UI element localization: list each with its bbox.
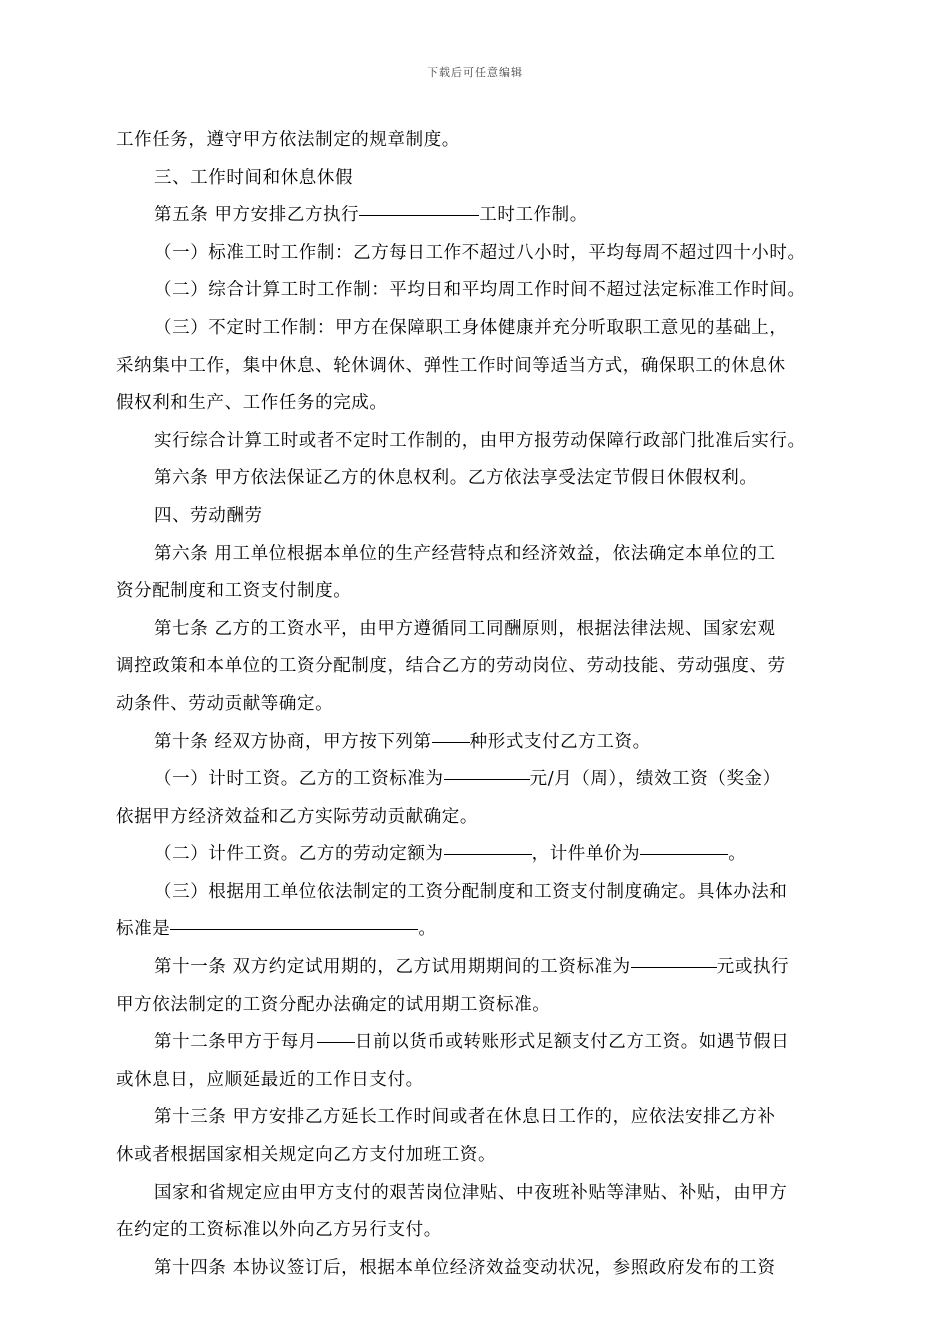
text-segment: 。 [728, 844, 747, 865]
text-line: 假权利和生产、工作任务的完成。 [116, 393, 388, 414]
text-line: （一）标准工时工作制：乙方每日工作不超过八小时，平均每周不超过四十小时。 [154, 242, 806, 263]
text-line: 休或者根据国家相关规定向乙方支付加班工资。 [116, 1145, 497, 1166]
section-heading-remuneration: 四、劳动酬劳 [154, 505, 263, 526]
text-segment: 第十条 经双方协商，甲方按下列第 [154, 731, 432, 752]
text-segment: 元或执行 [716, 957, 790, 978]
text-segment: 第五条 甲方安排乙方执行 [154, 205, 360, 226]
text-line: 甲方依法制定的工资分配办法确定的试用期工资标准。 [116, 994, 551, 1015]
text-segment: ，计件单价为 [531, 844, 641, 865]
fill-blank [444, 761, 530, 780]
text-segment: 日前以货币或转账形式足额支付乙方工资。如遇节假日 [354, 1032, 790, 1053]
document-body [116, 122, 836, 1287]
page-header: 下载后可任意编辑 [427, 66, 523, 79]
text-segment: 。 [418, 919, 437, 940]
text-segment: 工时工作制。 [479, 205, 588, 226]
text-line: 动条件、劳动贡献等确定。 [116, 693, 334, 714]
section-heading-work-time: 三、工作时间和休息休假 [154, 167, 354, 188]
text-segment: 种形式支付乙方工资。 [469, 731, 651, 752]
fill-blank [359, 197, 479, 216]
article-14: 第十四条 本协议签订后，根据本单位经济效益变动状况，参照政府发布的工资 [154, 1257, 776, 1278]
text-line [116, 911, 836, 949]
text-line: （二）综合计算工时工作制：平均日和平均周工作时间不超过法定标准工作时间。 [154, 280, 806, 301]
article-12 [116, 1024, 836, 1062]
article-11 [116, 949, 836, 987]
text-line: 第六条 用工单位根据本单位的生产经营特点和经济效益，依法确定本单位的工 [154, 543, 776, 564]
text-line: （三）不定时工作制：甲方在保障职工身体健康并充分听取职工意见的基础上， [154, 317, 788, 338]
fill-blank [317, 1024, 355, 1043]
text-line: 在约定的工资标准以外向乙方另行支付。 [116, 1220, 442, 1241]
text-line [116, 836, 836, 874]
fill-blank [432, 724, 470, 743]
text-line: 国家和省规定应由甲方支付的艰苦岗位津贴、中夜班补贴等津贴、补贴，由甲方 [154, 1182, 788, 1203]
text-line: （三）根据用工单位依法制定的工资分配制度和工资支付制度确定。具体办法和 [154, 881, 788, 902]
text-line: 工作任务，遵守甲方依法制定的规章制度。 [116, 130, 460, 150]
text-segment: 第十一条 双方约定试用期的，乙方试用期期间的工资标准为 [154, 957, 631, 978]
text-line: 调控政策和本单位的工资分配制度，结合乙方的劳动岗位、劳动技能、劳动强度、劳 [116, 656, 786, 677]
text-line: 资分配制度和工资支付制度。 [116, 581, 352, 602]
text-segment: 元/月（周），绩效工资（奖金） [529, 769, 781, 790]
text-line [116, 761, 836, 799]
text-line: 采纳集中工作，集中休息、轮休调休、弹性工作时间等适当方式，确保职工的休息休 [116, 355, 786, 376]
fill-blank [170, 911, 418, 930]
fill-blank [631, 949, 717, 968]
fill-blank [640, 836, 728, 855]
text-line: 依据甲方经济效益和乙方实际劳动贡献确定。 [116, 806, 478, 827]
article-10 [116, 724, 836, 762]
text-segment: 第十二条甲方于每月 [154, 1032, 317, 1053]
text-line: 实行综合计算工时或者不定时工作制的，由甲方报劳动保障行政部门批准后实行。 [154, 430, 806, 451]
text-segment: （一）计时工资。乙方的工资标准为 [154, 769, 444, 790]
text-line: 第七条 乙方的工资水平，由甲方遵循同工同酬原则，根据法律法规、国家宏观 [154, 618, 776, 639]
article-5 [116, 197, 836, 235]
article-13: 第十三条 甲方安排乙方延长工作时间或者在休息日工作的，应依法安排乙方补 [154, 1107, 776, 1128]
text-segment: （二）计件工资。乙方的劳动定额为 [154, 844, 444, 865]
text-line: 第六条 甲方依法保证乙方的休息权利。乙方依法享受法定节假日休假权利。 [154, 468, 758, 489]
text-line: 或休息日，应顺延最近的工作日支付。 [116, 1069, 424, 1090]
text-segment: 标准是 [116, 919, 171, 940]
fill-blank [444, 836, 532, 855]
